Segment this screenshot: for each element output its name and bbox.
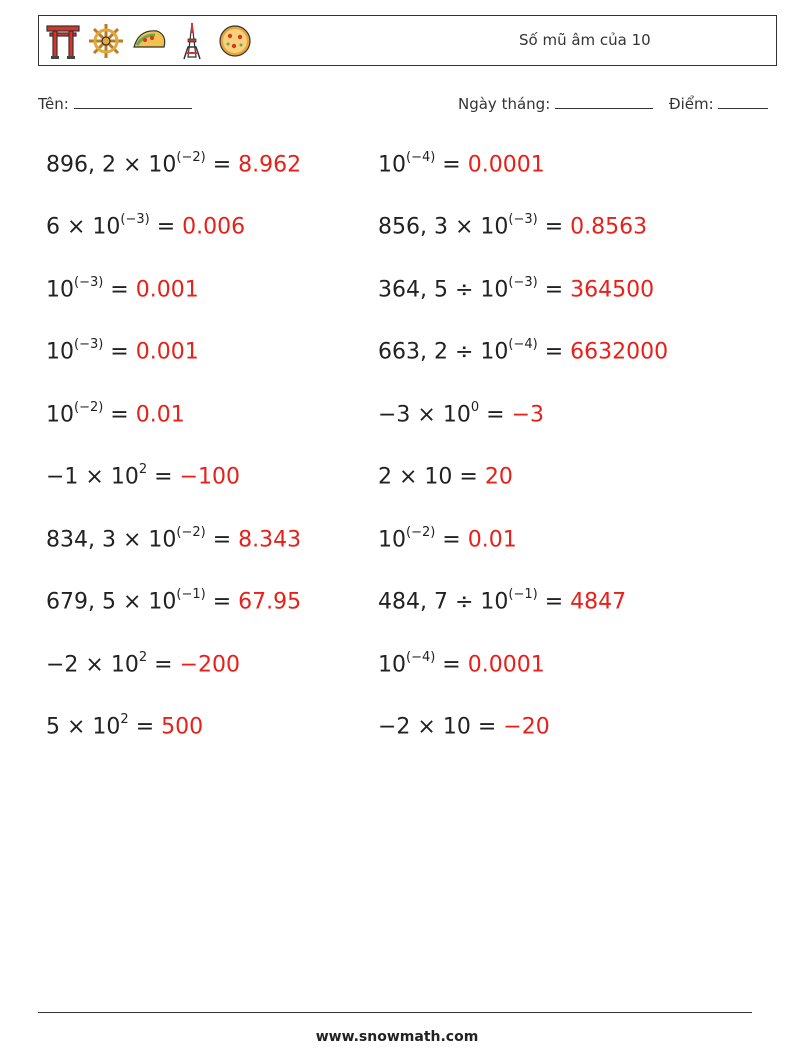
name-label: Tên:: [38, 95, 69, 113]
problem-exponent: 2: [120, 712, 129, 727]
torii-gate-icon: [45, 21, 81, 61]
problem-exponent: (−4): [406, 650, 436, 665]
problem-expression: 10: [378, 527, 406, 553]
problem-answer: −20: [503, 714, 550, 740]
tokyo-tower-icon: [174, 21, 210, 61]
problem-10: $-3 \times 10^0 = -3$: [378, 400, 544, 428]
problem-answer: 8.962: [238, 152, 302, 178]
problem-1: 896, $2 \times 10^{(-2)} = 8.962$: [46, 150, 302, 178]
problem-answer: 364500: [570, 277, 655, 303]
problem-expression: 663, 2 ÷ 10: [378, 339, 509, 365]
problem-exponent: (−3): [74, 275, 104, 290]
problem-exponent: 2: [138, 650, 148, 665]
problem-expression: −1 × 10: [46, 464, 139, 490]
problem-exponent: (−4): [508, 337, 538, 352]
problem-answer: 20: [484, 464, 513, 490]
problem-12: 2 × 10 = 20: [378, 464, 513, 490]
ship-wheel-icon: [88, 21, 124, 61]
date-label: Ngày tháng:: [458, 95, 551, 113]
problem-answer: −100: [179, 464, 240, 490]
problem-exponent: 2: [138, 462, 148, 477]
problem-answer: 0.001: [135, 339, 199, 365]
problem-answer: 0.8563: [570, 214, 648, 240]
problem-9: $10^{(-2)} = 0.01$: [46, 400, 185, 428]
date-blank[interactable]: [555, 94, 653, 109]
name-field: [38, 94, 192, 113]
problem-answer: 500: [161, 714, 204, 740]
problem-answer: 0.0001: [467, 152, 545, 178]
problem-15: 679, $5 \times 10^{(-1)} = 67.95$: [46, 587, 302, 615]
footer-website[interactable]: www.snowmath.com: [315, 1029, 479, 1045]
problem-exponent: (−3): [120, 212, 150, 227]
problem-exponent: (−3): [508, 275, 538, 290]
problem-exponent: (−3): [508, 212, 538, 227]
problem-answer: 67.95: [238, 589, 302, 615]
score-label: Điểm:: [669, 95, 714, 113]
problem-exponent: (−1): [508, 587, 538, 602]
problem-7: $10^{(-3)} = 0.001$: [46, 337, 199, 365]
problem-exponent: (−4): [406, 150, 436, 165]
problem-5: $10^{(-3)} = 0.001$: [46, 275, 199, 303]
problem-expression: 10: [46, 339, 74, 365]
problem-expression: 10: [46, 402, 74, 428]
problem-expression: 834, 3 × 10: [46, 527, 177, 553]
problem-expression: −3 × 10: [378, 402, 471, 428]
problem-14: $10^{(-2)} = 0.01$: [378, 525, 517, 553]
problem-answer: 0.01: [467, 527, 517, 553]
problem-expression: 10: [378, 652, 406, 678]
problem-exponent: (−2): [406, 525, 436, 540]
date-field: [458, 94, 653, 113]
problem-expression: 6 × 10: [46, 214, 121, 240]
problem-expression: 2 × 10: [378, 464, 453, 490]
score-blank[interactable]: [718, 94, 768, 109]
pizza-icon: [217, 21, 253, 61]
header-icons: [45, 21, 253, 61]
name-blank[interactable]: [74, 94, 192, 109]
score-field: [669, 94, 768, 113]
problem-expression: −2 × 10: [46, 652, 139, 678]
problem-13: 834, $3 \times 10^{(-2)} = 8.343$: [46, 525, 302, 553]
problem-answer: −200: [179, 652, 240, 678]
problem-16: 484, $7 \div 10^{(-1)} = 4847$: [378, 587, 627, 615]
problem-answer: 8.343: [238, 527, 302, 553]
problem-answer: 0.01: [135, 402, 185, 428]
problem-answer: 0.0001: [467, 652, 545, 678]
problem-4: 856, $3 \times 10^{(-3)} = 0.8563$: [378, 212, 648, 240]
worksheet-title: Số mũ âm của 10: [519, 31, 651, 49]
problem-expression: 856, 3 × 10: [378, 214, 509, 240]
problem-6: 364, $5 \div 10^{(-3)} = 364500$: [378, 275, 655, 303]
problem-expression: 10: [46, 277, 74, 303]
problem-expression: 5 × 10: [46, 714, 121, 740]
problem-20: −2 × 10 = −20: [378, 714, 550, 740]
problem-exponent: 0: [470, 400, 480, 415]
problem-exponent: (−2): [176, 525, 206, 540]
problem-8: 663, $2 \div 10^{(-4)} = 6632000$: [378, 337, 669, 365]
footer-divider: [38, 1012, 752, 1013]
problem-expression: 364, 5 ÷ 10: [378, 277, 509, 303]
problem-exponent: (−3): [74, 337, 104, 352]
problem-2: $10^{(-4)} = 0.0001$: [378, 150, 545, 178]
problem-19: $5 \times 10^2 = 500$: [46, 712, 204, 740]
problem-18: $10^{(-4)} = 0.0001$: [378, 650, 545, 678]
problem-answer: −3: [511, 402, 544, 428]
problem-exponent: (−2): [74, 400, 104, 415]
problem-3: $6 \times 10^{(-3)} = 0.006$: [46, 212, 246, 240]
problem-answer: 6632000: [570, 339, 669, 365]
problem-expression: −2 × 10: [378, 714, 471, 740]
problem-exponent: (−2): [176, 150, 206, 165]
problem-expression: 896, 2 × 10: [46, 152, 177, 178]
problem-expression: 10: [378, 152, 406, 178]
problem-11: $-1 \times 10^2 = -100$: [46, 462, 240, 490]
problem-17: $-2 \times 10^2 = -200$: [46, 650, 240, 678]
problem-answer: 0.006: [182, 214, 246, 240]
problem-expression: 484, 7 ÷ 10: [378, 589, 509, 615]
problem-answer: 4847: [570, 589, 627, 615]
taco-icon: [131, 21, 167, 61]
problem-answer: 0.001: [135, 277, 199, 303]
header-box: [38, 15, 777, 66]
problem-exponent: (−1): [176, 587, 206, 602]
problem-expression: 679, 5 × 10: [46, 589, 177, 615]
